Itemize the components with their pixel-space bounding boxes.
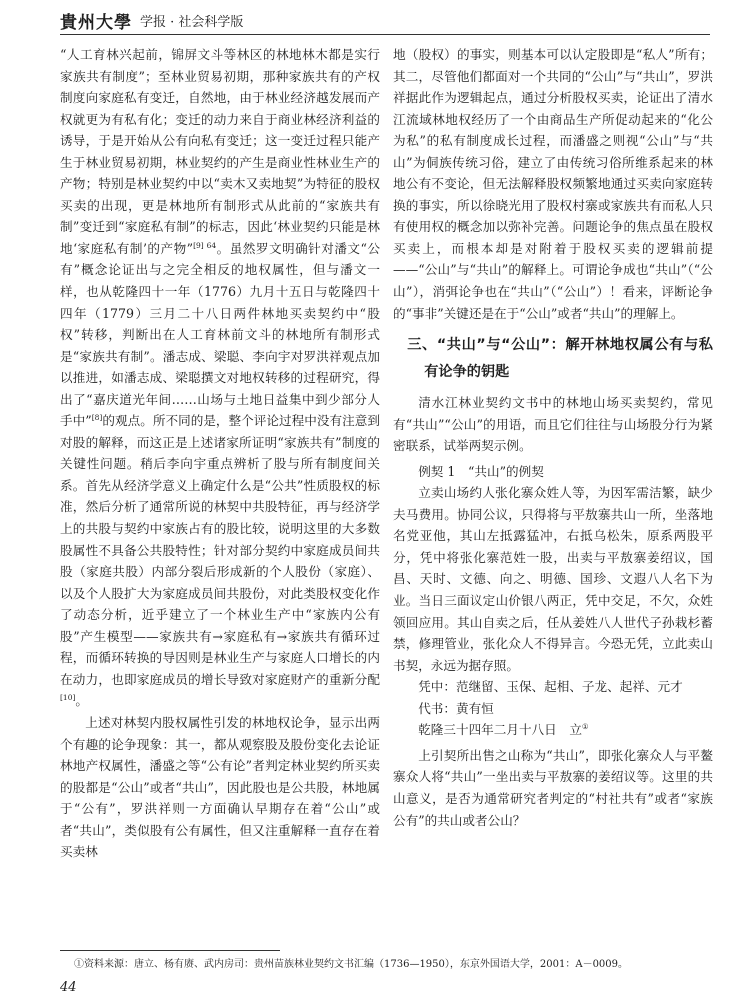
paragraph: 上引契所出售之山称为“共山”，即张化寨众人与平鳌寨众人将“共山”一坐出卖与平敖寨的姜绍议等。这里的共山意义，是否为通常研究者判定的“村社共有”或者“家族公有”的共山或者公山？ [393,747,713,828]
footnote-rule [60,950,280,951]
contract-text: 立卖山场约人张化寨众姓人等，为因军需洁繁，缺少夫马费用。协同公议，只得将与平敖寨共山一所，坐落地名党亚他，其山左抵露猛冲，右抵乌松朱，原系两股平分，凭中将张化寨范姓一股，出卖与平敖寨姜绍议，国昌、天时、文德、向之、明德、国珍、文遐八人名下为业。当日三面议定山价银八两正，凭中交足，不欠，众姓领回应用。其山自卖之后，任从姜姓八人世代子孙栽杉蓄禁，修理管业，张化众人不得异言。今恐无凭，立此卖山书契，永远为据存照。 [393,485,713,673]
citation-ref: [8] [91,413,103,423]
footnote: ①资料来源：唐立、杨有赓、武内房司：贵州苗族林业契约文书汇编（1736—1950），东京外国语大学，2001：A－0009。 [74,959,629,970]
footnote-mark: ① [581,722,589,732]
header-rule [60,34,710,35]
citation-ref: [10] [60,693,76,703]
contract-writer: 代书：黄有恒 [418,700,494,716]
contract-witness: 凭中：范继留、玉保、起相、子龙、起祥、元才 [418,679,683,695]
paragraph: “人工育林兴起前，锦屏文斗等林区的林地林木都是实行家族共有制度”；至林业贸易初期，那种家族共有的产权制度向家庭私有变迁，自然地，由于林业经济越发展而产权就更为有私有化；变迁的动力来自于商业林经济利益的诱导，于是开始从公有向私有变迁；这一变迁过程只能产生于林业贸易初期，林业契约的产生是商业性林业生产的产物；特别是林业契约中以“卖木又卖地契”为特征的股权买卖的出现，更是林地所有制形式从此前的“家族共有制”变迁到“家庭私有制”的标志，因此‘林业契约只能是林地‘家庭私有制’的产物”$^{[9] 64}$。虽然罗文明确针对潘文“公有”概念论证出与之完全相反的地权属性，但与潘文一样，也从乾隆四十一年（1776）九月十五日与乾隆四十四年（1779）三月二十八日两件林地买卖契约中“股权”转移，判断出在人工育林前文斗的林地所有制形式是“家族共有制”。潘志成、梁聪、李向宇对罗洪祥观点加以推进，如潘志成、梁聪撰文对地权转移的过程研究，得出了“嘉庆道光年间……山场与土地日益集中到少部分人手中”[8]的观点。所不同的是，整个评论过程中没有注意到对股的解释，而这正是上述诸家所证明“家族共有”制度的关键性问题。稍后李向宇重点辨析了股与所有制度间关系。首先从经济学意义上确定什么是“公共”性质股权的标准，然后分析了通常所说的林契中共股特征，再与经济学上的共股与契约中家族占有的股比较，说明这里的大多数股属性不具备公共股特性；针对部分契约中家庭成员间共股（家庭共股）内部分裂后形成新的个人股份（家庭）、以及个人股扩大为家庭成员间共股份，对此类股权变化作了动态分析，近乎建立了一个林业生产中“家族内公有股”产生模型——家族共有→家庭私有→家族共有循环过程，而循环转换的导因则是林业生产与家庭人口增长的内在动力，也即家庭成员的增长导致对家庭财产的重新分配[10]。 [60,47,380,709]
paragraph: 地（股权）的事实，则基本可以认定股即是“私人”所有；其二，尽管他们都面对一个共同的“公山”与“共山”，罗洪祥据此作为逻辑起点，通过分析股权买卖，论证出了清水江流域林地权经历了一个由商品生产所促动起来的“化公为私”的私有制度成长过程，而潘盛之则视“公山”与“共山”为侗族传统习俗，建立了由传统习俗所维系起来的林地公有不变论，但无法解释股权频繁地通过买卖向家庭转换的事实，所以徐晓光用了股权村寨或家族共有而私人只有使用权的概念加以弥补完善。问题论争的焦点虽在股权买卖上，而根本却是对附着于股权买卖的逻辑前提——“公山”与“共山”的解释上。可谓论争成也“共山”（“公山”），消弭论争也在“共山”（“公山”）！看来，评断论争的“事非”关键还是在于“公山”或者“共山”的理解上。 [393,47,713,321]
journal-title: 学报 · 社会科学版 [140,15,244,30]
contract-date: 乾隆三十四年二月十八日 立① [418,722,589,738]
page-number: 44 [60,980,77,995]
paragraph: 上述对林契内股权属性引发的林地权论争，显示出两个有趣的论争现象：其一，都从观察股及股份变化去论证林地产权属性，潘盛之等“公有论”者判定林业契约所买卖的股都是“公山”或者“共山”，因此股也是公共股，林地属于“公有”，罗洪祥则一方面确认早期存在着“公山”或者“共山”，类似股有公有属性，但又注重解释一直存在着买卖林 [60,714,380,860]
left-column [60,44,380,863]
journal-logo: 貴州大學 [60,13,132,33]
running-header [60,6,710,32]
citation-ref: [9] 64 [193,240,217,250]
right-column [393,44,713,831]
paragraph: 清水江林业契约文书中的林地山场买卖契约，常见有“共山”“公山”的用语，而且它们往往与山场股分行为紧密联系，试举两契示例。 [393,395,713,454]
section-heading: 三、“共山”与“公山”：解开林地权属公有与私有论争的钥匙 [407,337,713,381]
example-title: 例契 1 “共山”的例契 [418,463,544,479]
